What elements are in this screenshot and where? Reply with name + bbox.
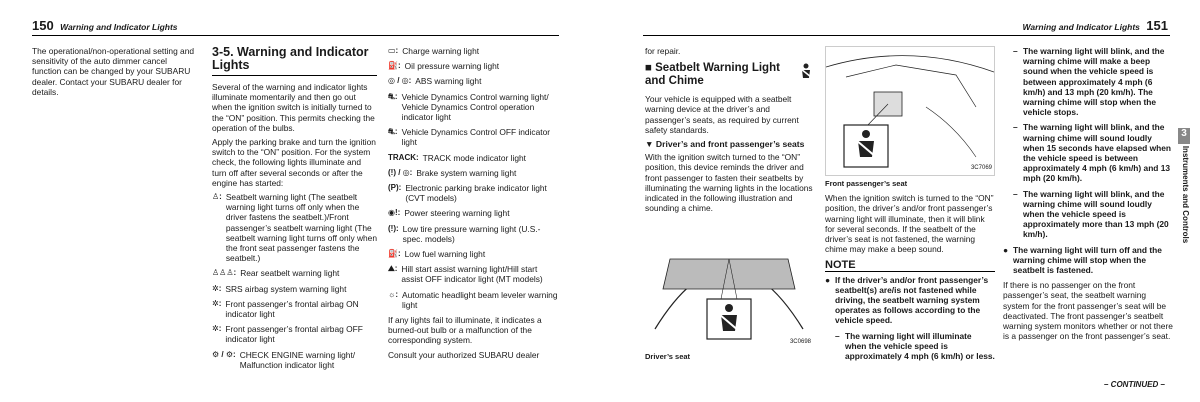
tire-pressure-icon: (!):	[388, 223, 399, 233]
rear-seatbelt-icon: ♙♙♙:	[212, 268, 237, 278]
warning-light-label: Automatic headlight beam leveler warning light	[402, 289, 558, 310]
abs-icon: ◎ / ◎:	[388, 76, 412, 86]
chime-dash-item: – The warning light will blink, and the warning chime will make a beep sound when the vehicle speed is between approximately 4 mph (6 km/h) and 13 mph (20 km/h). The warning chime will stop when the vehicle stops.	[1003, 46, 1173, 117]
right-header-title: Warning and Indicator Lights	[1022, 22, 1140, 32]
intro-paragraph-1: Several of the warning and indicator lights illuminate momentarily and then go out when the ignition switch is initially turned to the “ON” position. This permits checking the operation of the bulbs.	[212, 82, 375, 133]
seatbelt-icon	[797, 62, 815, 82]
warning-light-label: SRS airbag system warning light	[225, 283, 347, 294]
right-page	[615, 0, 1200, 402]
warning-light-list-a	[212, 192, 377, 370]
passenger-airbag-off-icon: ✲:	[212, 324, 222, 334]
warning-light-label: Front passenger’s frontal airbag OFF indicator light	[225, 324, 363, 345]
chime-behavior-list	[1003, 46, 1173, 240]
warning-light-item	[212, 284, 377, 294]
note-dash: – The warning light will illuminate when the vehicle speed is approximately 4 mph (6 km/h) or less.	[835, 330, 995, 362]
fastened-bullet-text: The warning light will turn off and the warning chime will stop when the seatbelt is fastened.	[1013, 244, 1162, 276]
ignition-on-text: When the ignition switch is turned to the “ON” position, the driver’s and/or front passenger’s warning light will illuminate, then it will blink for several seconds. If the seatbelt of the driver’s seat is not fastened, the warning chime may make a beep sound.	[825, 193, 994, 255]
chapter-tab	[1172, 145, 1196, 250]
warning-light-label: TRACK mode indicator light	[422, 152, 527, 163]
warning-light-label: Electronic parking brake indicator light (CVT models)	[405, 183, 547, 204]
brake-icon: (!) / ◎:	[388, 167, 413, 177]
seatbelt-icon: ♙:	[212, 192, 222, 202]
vdc-off-icon: ⛐:	[388, 127, 398, 137]
note-dash-text: The warning light will illuminate when the vehicle speed is approximately 4 mph (6 km/h) or less.	[845, 330, 995, 362]
right-column-2	[825, 46, 995, 366]
fail-illuminate-text: If any lights fail to illuminate, it indicates a burned-out bulb or a malfunction of the corresponding system.	[388, 315, 542, 346]
seatbelt-section-title: ■ Seatbelt Warning Light and Chime	[645, 62, 780, 88]
warning-light-item	[388, 61, 558, 71]
driver-passenger-subtitle: ▼ Driver’s and front passenger’s seats	[645, 139, 805, 150]
warning-light-item	[388, 92, 558, 123]
warning-light-item	[388, 290, 558, 310]
track-icon: TRACK:	[388, 152, 419, 162]
left-column-2	[212, 46, 377, 375]
driver-figure-caption: Driver’s seat	[645, 352, 691, 362]
consult-dealer-text: Consult your authorized SUBARU dealer	[388, 349, 540, 360]
vdc-icon: ⛐:	[388, 91, 398, 101]
warning-light-label: Low tire pressure warning light (U.S.-spec. models)	[402, 223, 541, 244]
chime-dash-text: The warning light will blink, and the warning chime will sound loudly when 15 seconds have elapsed when the vehicle speed is between approximately 4 mph (6 km/h) and 13 mph (20 km/h).	[1023, 122, 1172, 184]
right-header	[1022, 18, 1168, 33]
no-passenger-text: If there is no passenger on the front passenger’s seat, the seatbelt warning system for the front passenger’s seat will be deactivated. The front passenger’s seatbelt warning system monitors whether or not there is a passenger on the front passenger’s seat.	[1003, 280, 1173, 342]
warning-light-item	[388, 46, 558, 56]
for-repair-text: for repair.	[645, 46, 681, 56]
seatbelt-section-text: Your vehicle is equipped with a seatbelt warning device at the driver’s and passenger’s seats, as required by current safety standards.	[645, 94, 799, 135]
warning-light-label: Power steering warning light	[404, 208, 510, 219]
seatbelt-section-heading	[645, 62, 815, 88]
auto-dimmer-text: The operational/non-operational setting and sensitivity of the auto dimmer cancel function can be changed by your SUBARU dealer. Contact your SUBARU dealer for details.	[32, 46, 195, 97]
warning-light-label: Rear seatbelt warning light	[240, 268, 340, 279]
fastened-bullet: ● The warning light will turn off and the warning chime will stop when the seatbelt is fastened.	[1003, 245, 1173, 276]
charge-icon: ▭:	[388, 46, 399, 55]
warning-light-label: Hill start assist warning light/Hill start assist OFF indicator light (MT models)	[401, 264, 543, 285]
warning-light-item	[388, 208, 558, 218]
left-column-1	[32, 46, 197, 101]
oil-pressure-icon: ⛽:	[388, 61, 401, 71]
warning-light-label: Brake system warning light	[416, 167, 517, 178]
continued-label: – CONTINUED –	[1104, 380, 1165, 389]
hill-start-icon: ⛰:	[388, 264, 398, 274]
warning-light-item	[388, 76, 558, 86]
warning-light-label: CHECK ENGINE warning light/ Malfunction indicator light	[239, 349, 356, 370]
note-bullet-text: If the driver’s and/or front passenger’s seatbelt(s) are/is not fastened while driving, the seatbelt warning system operates as follows according to the vehicle speed.	[835, 274, 989, 326]
warning-light-item	[388, 249, 558, 259]
right-column-3	[1003, 46, 1173, 345]
left-column-3	[388, 46, 558, 364]
chime-dash-item: – The warning light will blink, and the warning chime will sound loudly when 15 seconds have elapsed when the vehicle speed is between approximately 4 mph (6 km/h) and 13 mph (20 km/h).	[1013, 122, 1172, 184]
parking-brake-icon: (P):	[388, 183, 402, 193]
chapter-tab-number: 3	[1178, 128, 1190, 144]
warning-light-label: Oil pressure warning light	[404, 61, 500, 72]
passenger-seat-figure	[825, 46, 995, 176]
check-engine-icon: ⚙ / ⚙:	[212, 349, 236, 359]
warning-light-label: ABS warning light	[415, 76, 482, 87]
warning-light-label: Vehicle Dynamics Control OFF indicator light	[401, 127, 551, 148]
intro-paragraph-2: Apply the parking brake and turn the ignition switch to the “ON” position. For the system check, the following lights illuminate and turn off after several seconds or after the engine has started:	[212, 137, 376, 188]
headlight-leveler-icon: ☼:	[388, 289, 398, 299]
srs-airbag-icon: ✲:	[212, 283, 222, 293]
warning-light-label: Vehicle Dynamics Control warning light/ Vehicle Dynamics Control operation indicator light	[401, 91, 549, 123]
right-page-number: 151	[1146, 18, 1168, 33]
warning-light-item	[388, 224, 558, 244]
chime-dash-text: The warning light will blink, and the warning chime will sound loudly when the vehicle speed is approximately more than 13 mph (20 km/h).	[1023, 188, 1169, 240]
warning-light-item	[212, 268, 377, 278]
driver-figure-code: 3C0698	[789, 339, 811, 346]
warning-light-label: Charge warning light	[402, 46, 480, 56]
warning-light-item	[212, 324, 377, 344]
chime-dash-text: The warning light will blink, and the warning chime will make a beep sound when the vehicle speed is between approximately 4 mph (6 km/h) and 13 mph (20 km/h). The warning chime will stop when the vehicle stops.	[1023, 46, 1165, 118]
note-title: NOTE	[825, 260, 995, 271]
chapter-tab-label: Instruments and Controls	[1181, 145, 1191, 244]
right-column-1	[645, 46, 815, 363]
chime-dash-item: – The warning light will blink, and the warning chime will sound loudly when the vehicle speed is approximately more than 13 mph (20 km/h).	[1003, 189, 1173, 240]
warning-light-item	[388, 153, 558, 163]
warning-light-label: Low fuel warning light	[404, 249, 486, 260]
left-page	[0, 0, 585, 402]
passenger-airbag-on-icon: ✲:	[212, 298, 222, 308]
left-header	[32, 18, 178, 33]
warning-light-item	[388, 168, 558, 178]
note-bullet: ● If the driver’s and/or front passenger’s seatbelt(s) are/is not fastened while driving, the seatbelt warning system operates as follows according to the vehicle speed.	[825, 275, 995, 326]
warning-light-list-b	[388, 46, 558, 310]
driver-passenger-text: With the ignition switch turned to the “ON” position, this device reminds the driver and front passenger to fasten their seatbelts by illuminating the warning lights in the locations indicated in the following illustration and sounding a chime.	[645, 152, 813, 214]
fuel-icon: ⛽:	[388, 249, 401, 259]
passenger-figure-code: 3C7069	[970, 164, 992, 171]
warning-light-item	[212, 299, 377, 319]
warning-light-item	[212, 350, 377, 370]
warning-light-item	[388, 127, 558, 147]
warning-light-item	[212, 192, 377, 263]
right-header-rule	[643, 35, 1170, 36]
power-steering-icon: ◉!:	[388, 208, 401, 218]
passenger-figure-caption: Front passenger’s seat	[825, 179, 908, 188]
warning-light-item	[388, 183, 558, 203]
section-title: 3-5. Warning and Indicator Lights	[212, 46, 377, 76]
driver-seat-figure	[645, 219, 813, 349]
warning-light-label: Seatbelt warning light (The seatbelt warning light turns off only when the driver fastens the seatbelt.)/Front passenger’s seatbelt warning light (The seatbelt warning light turns off only when the front seat passenger fastens the seatbelt.)	[225, 192, 377, 264]
left-header-rule	[32, 35, 559, 36]
warning-light-item	[388, 264, 558, 284]
warning-light-label: Front passenger’s frontal airbag ON indicator light	[225, 298, 359, 320]
left-page-number: 150	[32, 18, 54, 33]
left-header-title: Warning and Indicator Lights	[60, 22, 178, 32]
